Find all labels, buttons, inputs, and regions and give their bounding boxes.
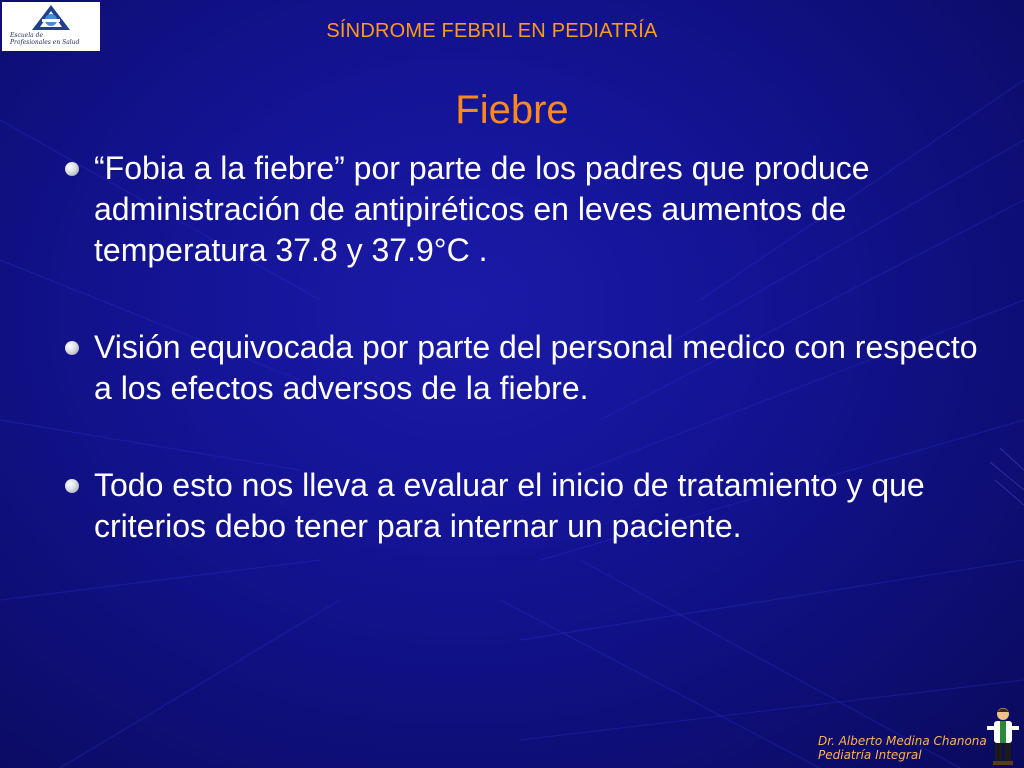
footer-author: Dr. Alberto Medina Chanona [818,734,987,748]
bullet-text: Visión equivocada por parte del personal medico con respecto a los efectos adversos de la fiebre. [94,329,978,406]
footer-subtitle: Pediatría Integral [818,748,922,762]
logo-text-line2: Profesionales en Salud [10,39,80,46]
bullet-sphere-icon [65,162,79,176]
bullet-item [62,148,982,271]
slide-header: SÍNDROME FEBRIL EN PEDIATRÍA [326,20,658,42]
bullet-list [62,148,982,603]
logo-text-line1: Escuela de [10,32,44,39]
slide-title: Fiebre [455,88,569,132]
bullet-item [62,327,982,409]
bullet-text: “Fobia a la fiebre” por parte de los padres que produce administración de antipiréticos en leves aumentos de temperatura 37.8 y 37.9°C . [94,150,870,268]
doctor-clipart-icon [985,706,1021,766]
bullet-sphere-icon [65,341,79,355]
slide-footer [818,734,987,762]
bullet-text: Todo esto nos lleva a evaluar el inicio de tratamiento y que criterios debo tener para internar un paciente. [94,467,925,544]
bullet-item [62,465,982,547]
bullet-sphere-icon [65,479,79,493]
